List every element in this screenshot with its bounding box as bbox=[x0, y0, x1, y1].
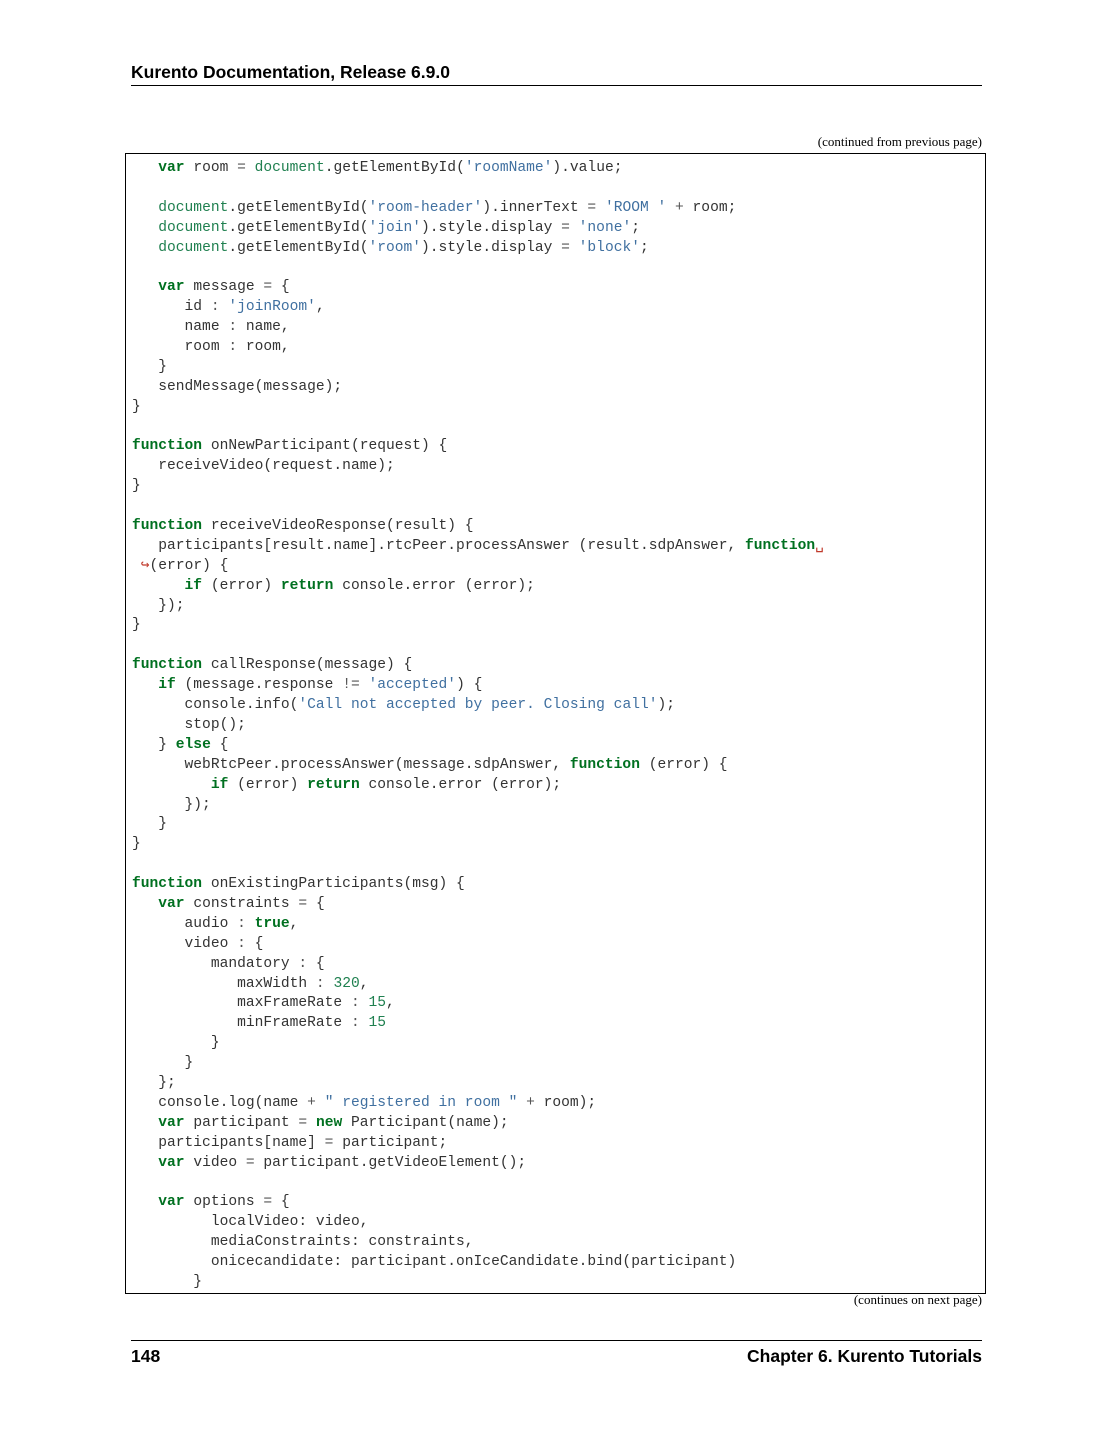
code-keyword: var bbox=[158, 1194, 185, 1211]
code-line bbox=[132, 159, 824, 179]
code-text bbox=[570, 220, 579, 236]
code-text: callResponse(message) { bbox=[202, 657, 413, 674]
code-line bbox=[132, 935, 824, 955]
code-text bbox=[132, 1194, 158, 1210]
code-text bbox=[132, 1115, 158, 1131]
code-number: 15 bbox=[368, 1015, 386, 1032]
code-operator: : bbox=[237, 935, 246, 952]
code-text: } bbox=[132, 617, 141, 634]
code-keyword: return bbox=[280, 577, 334, 594]
code-text: receiveVideoResponse(result) { bbox=[202, 518, 474, 535]
code-text: room bbox=[132, 339, 229, 356]
code-line bbox=[132, 318, 824, 338]
code-line bbox=[132, 1173, 824, 1193]
code-text: .getElementById( bbox=[228, 219, 369, 236]
code-string: " registered in room " bbox=[324, 1094, 518, 1111]
code-line bbox=[132, 457, 824, 477]
code-keyword: return bbox=[307, 776, 360, 793]
code-keyword: var bbox=[158, 1154, 185, 1171]
code-text bbox=[246, 160, 255, 176]
code-line bbox=[132, 656, 824, 676]
code-keyword: function bbox=[132, 438, 203, 455]
code-keyword: if bbox=[184, 577, 203, 594]
code-line bbox=[132, 1014, 824, 1034]
code-line bbox=[132, 418, 824, 438]
running-header-title: Kurento Documentation, Release 6.9.0 bbox=[131, 62, 450, 82]
code-line bbox=[132, 855, 824, 875]
code-line bbox=[132, 179, 824, 199]
code-text: maxWidth bbox=[132, 975, 316, 992]
code-line bbox=[132, 696, 824, 716]
code-string: 'Call not accepted by peer. Closing call' bbox=[298, 697, 658, 714]
code-operator: = bbox=[263, 279, 273, 296]
code-text bbox=[132, 677, 158, 693]
code-line bbox=[132, 756, 824, 776]
code-line bbox=[132, 378, 824, 398]
code-keyword: function bbox=[132, 657, 203, 674]
code-text: { bbox=[210, 736, 229, 753]
code-text: audio bbox=[132, 915, 238, 932]
code-text bbox=[132, 578, 185, 594]
code-text bbox=[307, 1115, 316, 1131]
code-text: (error) bbox=[228, 776, 308, 793]
code-text: .getElementById( bbox=[228, 239, 369, 256]
code-line bbox=[132, 915, 824, 935]
code-line bbox=[132, 616, 824, 636]
code-text bbox=[132, 160, 158, 176]
code-line bbox=[132, 1114, 824, 1134]
code-builtin: document bbox=[158, 199, 229, 216]
code-line bbox=[132, 994, 824, 1014]
code-text: } bbox=[132, 836, 141, 853]
code-operator: : bbox=[228, 339, 238, 356]
code-text: .getElementById( bbox=[324, 160, 465, 176]
code-text: video bbox=[184, 1154, 246, 1171]
code-text: participants[result.name].rtcPeer.processAnswer (result.sdpAnswer, bbox=[132, 537, 746, 554]
code-line bbox=[132, 437, 824, 457]
code-text: localVideo: video, bbox=[132, 1214, 369, 1231]
code-text: } bbox=[132, 1055, 194, 1072]
code-line bbox=[132, 975, 824, 995]
code-text: } bbox=[132, 736, 176, 753]
code-text: console.error (error); bbox=[359, 776, 562, 793]
code-keyword: true bbox=[254, 915, 290, 932]
code-continuation-marker: ↪ bbox=[132, 557, 150, 574]
code-text: } bbox=[132, 358, 168, 375]
code-text: ; bbox=[639, 239, 649, 256]
code-line bbox=[132, 1233, 824, 1253]
code-text: }); bbox=[132, 796, 211, 813]
code-text: room bbox=[184, 160, 238, 176]
code-text bbox=[666, 200, 675, 216]
code-keyword: function bbox=[745, 537, 816, 554]
continued-from-note: (continued from previous page) bbox=[817, 134, 982, 149]
code-operator: = bbox=[298, 1114, 308, 1131]
code-text: sendMessage(message); bbox=[132, 378, 343, 395]
code-text: participant; bbox=[333, 1134, 448, 1151]
code-operator: : bbox=[315, 975, 325, 992]
code-operator: + bbox=[307, 1094, 316, 1111]
code-text bbox=[246, 916, 255, 932]
code-text: participants[name] bbox=[132, 1134, 325, 1151]
code-keyword: function bbox=[132, 518, 203, 535]
code-string: 'block' bbox=[578, 239, 640, 256]
chapter-title: Chapter 6. Kurento Tutorials bbox=[747, 1346, 982, 1366]
code-text: ).innerText bbox=[482, 199, 588, 216]
code-text: { bbox=[272, 279, 290, 296]
code-line bbox=[132, 577, 824, 597]
code-text: }); bbox=[132, 597, 185, 614]
code-text: .getElementById( bbox=[228, 199, 369, 216]
code-text: constraints bbox=[184, 895, 299, 912]
code-text: id bbox=[132, 299, 211, 316]
code-continuation-marker: ␣ bbox=[815, 537, 824, 554]
code-keyword: function bbox=[132, 876, 203, 893]
code-line bbox=[132, 517, 824, 537]
code-text: webRtcPeer.processAnswer(message.sdpAnswer, bbox=[132, 756, 570, 773]
code-line bbox=[132, 676, 824, 696]
code-line bbox=[132, 1273, 824, 1293]
code-text bbox=[132, 200, 158, 216]
code-string: 'join' bbox=[368, 219, 422, 236]
code-operator: = bbox=[587, 199, 597, 216]
code-line bbox=[132, 497, 824, 517]
code-text: , bbox=[289, 915, 299, 932]
code-line bbox=[132, 716, 824, 736]
footer-divider bbox=[131, 1340, 982, 1341]
code-text: name, bbox=[237, 319, 290, 336]
code-operator: : bbox=[350, 1015, 360, 1032]
code-text: { bbox=[307, 955, 325, 972]
code-text: onExistingParticipants(msg) { bbox=[202, 876, 465, 893]
code-line bbox=[132, 815, 824, 835]
code-text: name bbox=[132, 319, 229, 336]
code-text: { bbox=[307, 895, 325, 912]
code-text: minFrameRate bbox=[132, 1015, 351, 1032]
code-builtin: document bbox=[254, 160, 325, 176]
page-number: 148 bbox=[131, 1346, 161, 1366]
code-operator: = bbox=[237, 160, 246, 176]
code-line bbox=[132, 1213, 824, 1233]
code-keyword: var bbox=[158, 1114, 185, 1131]
code-text: maxFrameRate bbox=[132, 995, 351, 1012]
code-text bbox=[570, 240, 579, 256]
code-number: 320 bbox=[333, 975, 360, 992]
code-keyword: var bbox=[158, 160, 185, 176]
code-line bbox=[132, 1134, 824, 1154]
code-text: console.log(name bbox=[132, 1094, 308, 1111]
code-text: } bbox=[132, 816, 168, 833]
code-text: , bbox=[359, 975, 369, 992]
code-operator: : bbox=[350, 995, 360, 1012]
code-operator: : bbox=[210, 299, 220, 316]
code-line bbox=[132, 1074, 824, 1094]
code-text bbox=[517, 1095, 526, 1111]
code-string: 'room-header' bbox=[368, 199, 483, 216]
code-text: (message.response bbox=[175, 677, 343, 694]
code-number: 15 bbox=[368, 995, 386, 1012]
code-line bbox=[132, 955, 824, 975]
code-text: , bbox=[386, 995, 395, 1012]
code-operator: = bbox=[324, 1134, 334, 1151]
code-keyword: var bbox=[158, 895, 185, 912]
code-operator: + bbox=[526, 1094, 535, 1111]
code-string: 'accepted' bbox=[368, 677, 457, 694]
code-text: mediaConstraints: constraints, bbox=[132, 1234, 474, 1251]
code-operator: = bbox=[561, 219, 570, 236]
code-text bbox=[132, 279, 158, 295]
code-line bbox=[132, 1054, 824, 1074]
code-line bbox=[132, 398, 824, 418]
code-builtin: document bbox=[158, 239, 229, 256]
code-text: (error) { bbox=[149, 557, 229, 574]
code-text: onNewParticipant(request) { bbox=[202, 438, 448, 455]
code-text: }; bbox=[132, 1074, 176, 1091]
code-block bbox=[125, 153, 986, 1294]
header-divider bbox=[131, 85, 982, 86]
code-string: 'roomName' bbox=[464, 160, 553, 176]
code-text: room; bbox=[683, 199, 737, 216]
code-keyword: else bbox=[175, 736, 211, 753]
code-line bbox=[132, 835, 824, 855]
code-operator: != bbox=[342, 677, 360, 694]
code-text: mandatory bbox=[132, 955, 299, 972]
code-text: } bbox=[132, 478, 141, 495]
code-operator: : bbox=[237, 915, 246, 932]
code-line bbox=[132, 338, 824, 358]
code-text: receiveVideo(request.name); bbox=[132, 458, 395, 475]
code-line bbox=[132, 895, 824, 915]
code-string: 'none' bbox=[578, 219, 632, 236]
code-text: ) { bbox=[456, 677, 483, 694]
code-line bbox=[132, 736, 824, 756]
code-line bbox=[132, 1154, 824, 1174]
code-text bbox=[132, 220, 158, 236]
code-string: 'ROOM ' bbox=[604, 199, 667, 216]
code-text: ); bbox=[657, 697, 675, 714]
code-line bbox=[132, 875, 824, 895]
code-operator: = bbox=[263, 1194, 273, 1211]
code-line bbox=[132, 477, 824, 497]
code-text: ).style.display bbox=[421, 219, 562, 236]
code-text: participant bbox=[184, 1114, 299, 1131]
code-text: { bbox=[272, 1194, 290, 1211]
code-line bbox=[132, 776, 824, 796]
code-line bbox=[132, 1193, 824, 1213]
code-text: ).style.display bbox=[421, 239, 562, 256]
code-line bbox=[132, 219, 824, 239]
code-line bbox=[132, 278, 824, 298]
code-text: } bbox=[132, 1273, 203, 1290]
code-line bbox=[132, 597, 824, 617]
code-operator: = bbox=[245, 1154, 255, 1171]
code-line bbox=[132, 239, 824, 259]
code-operator: + bbox=[675, 199, 684, 216]
code-text bbox=[132, 240, 158, 256]
code-text: console.error (error); bbox=[333, 577, 535, 594]
code-text: } bbox=[132, 398, 141, 415]
code-text: ; bbox=[631, 219, 640, 236]
code-text bbox=[132, 1155, 158, 1171]
code-text: Participant(name); bbox=[342, 1114, 509, 1131]
code-line bbox=[132, 1034, 824, 1054]
code-text: participant.getVideoElement(); bbox=[254, 1154, 527, 1171]
code-operator: = bbox=[561, 239, 570, 256]
code-text: , bbox=[315, 299, 325, 316]
code-line bbox=[132, 796, 824, 816]
code-line bbox=[132, 1094, 824, 1114]
code-keyword: var bbox=[158, 279, 185, 296]
code-line bbox=[132, 537, 824, 557]
code-text: } bbox=[132, 1035, 220, 1052]
code-line bbox=[132, 557, 824, 577]
code-text bbox=[316, 1095, 325, 1111]
code-text: (error) bbox=[202, 577, 281, 594]
code-text: stop(); bbox=[132, 716, 246, 733]
code-text: video bbox=[132, 935, 238, 952]
code-text bbox=[132, 777, 211, 793]
code-keyword: new bbox=[315, 1114, 343, 1131]
code-text: onicecandidate: participant.onIceCandidate.bind(participant) bbox=[132, 1253, 737, 1270]
code-keyword: if bbox=[158, 677, 176, 694]
code-text: console.info( bbox=[132, 697, 299, 714]
code-line bbox=[132, 358, 824, 378]
code-string: 'room' bbox=[368, 239, 422, 256]
code-text: ).value; bbox=[552, 160, 623, 176]
code-text: { bbox=[245, 935, 264, 952]
continues-on-note: (continues on next page) bbox=[853, 1292, 982, 1307]
code-keyword: if bbox=[210, 776, 229, 793]
code-line bbox=[132, 199, 824, 219]
code-string: 'joinRoom' bbox=[228, 299, 316, 316]
code-line bbox=[132, 1253, 824, 1273]
code-operator: = bbox=[298, 895, 308, 912]
code-line bbox=[132, 298, 824, 318]
code-text: options bbox=[184, 1194, 264, 1211]
code-keyword: function bbox=[569, 756, 640, 773]
code-builtin: document bbox=[158, 219, 229, 236]
code-operator: : bbox=[228, 319, 238, 336]
code-text: (error) { bbox=[639, 756, 728, 773]
code-listing bbox=[132, 159, 824, 1293]
code-line bbox=[132, 636, 824, 656]
code-text bbox=[596, 200, 605, 216]
code-text bbox=[132, 896, 158, 912]
code-text: message bbox=[184, 279, 264, 296]
code-operator: : bbox=[298, 955, 308, 972]
code-text: room, bbox=[237, 339, 290, 356]
code-line bbox=[132, 258, 824, 278]
code-text: room); bbox=[534, 1094, 597, 1111]
